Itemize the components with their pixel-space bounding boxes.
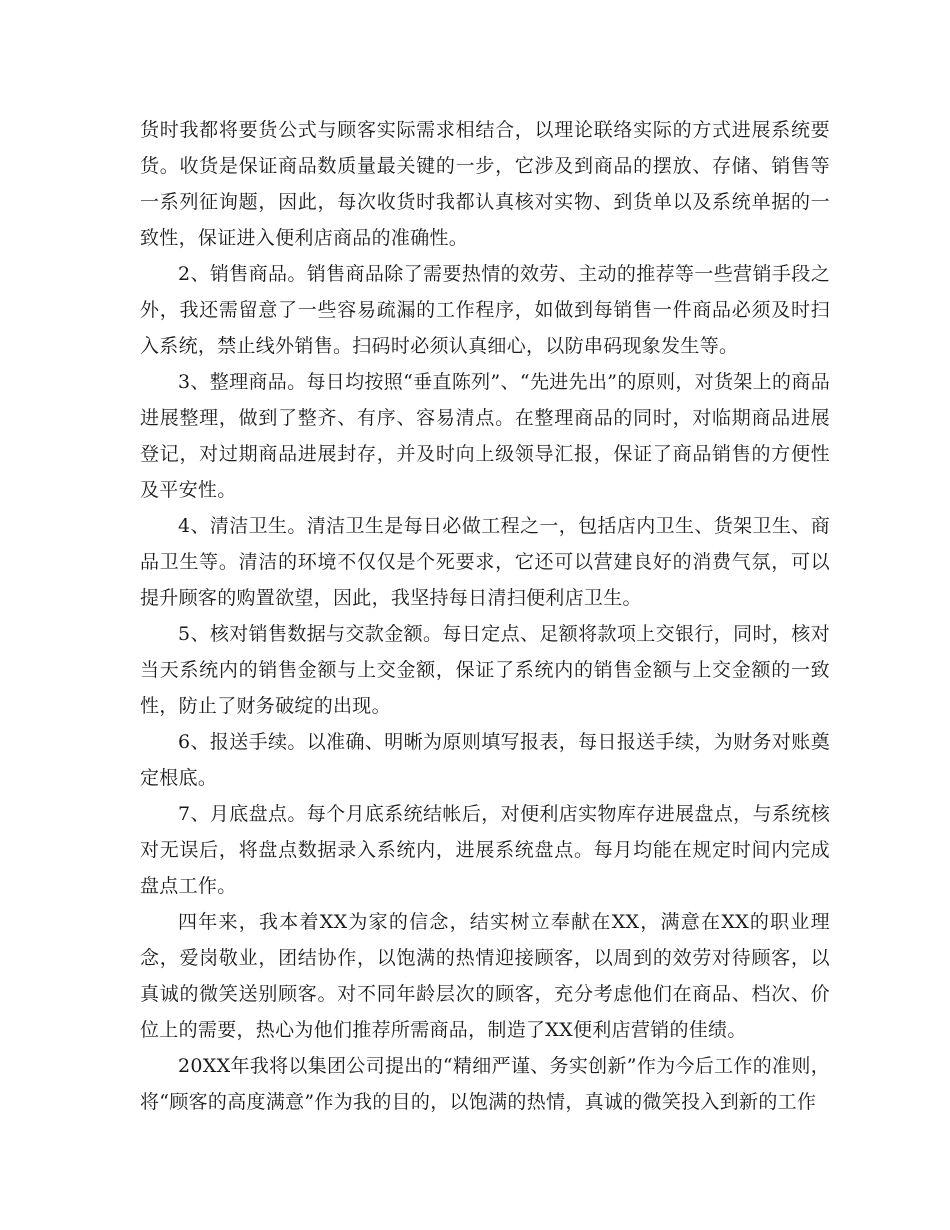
paragraph-next-year-plan: 20XX年我将以集团公司提出的“精细严谨、务实创新”作为今后工作的准则，将“顾客的高度满意”作为我的目的，以饱满的热情，真诚的微笑投入到新的工作: [140, 1055, 830, 1113]
paragraph-month-end-inventory: 7、月底盘点。每个月底系统结帐后，对便利店实物库存进展盘点，与系统核对无误后，将盘点数据录入系统内，进展系统盘点。每月均能在规定时间内完成盘点工作。: [140, 803, 830, 897]
paragraph-arranging-goods: 3、整理商品。每日均按照“垂直陈列”、“先进先出”的原则，对货架上的商品进展整理，做到了整齐、有序、容易清点。在整理商品的同时，对临期商品进展登记，对过期商品进展封存，并及时向上级领导汇报，保证了商品销售的方便性及平安性。: [140, 371, 830, 501]
paragraph-selling-goods: 2、销售商品。销售商品除了需要热情的效劳、主动的推荐等一些营销手段之外，我还需留意了一些容易疏漏的工作程序，如做到每销售一件商品必须及时扫入系统，禁止线外销售。扫码时必须认真细心，以防串码现象发生等。: [140, 263, 830, 357]
paragraph-reporting: 6、报送手续。以准确、明晰为原则填写报表，每日报送手续，为财务对账奠定根底。: [140, 731, 830, 789]
document-body: [140, 112, 830, 1120]
paragraph-cleaning: 4、清洁卫生。清洁卫生是每日必做工程之一，包括店内卫生、货架卫生、商品卫生等。清洁的环境不仅仅是个死要求，它还可以营建良好的消费气氛，可以提升顾客的购置欲望，因此，我坚持每日清扫便利店卫生。: [140, 515, 830, 609]
paragraph-four-years-summary: 四年来，我本着XX为家的信念，结实树立奉献在XX，满意在XX的职业理念，爱岗敬业，团结协作，以饱满的热情迎接顾客，以周到的效劳对待顾客，以真诚的微笑送别顾客。对不同年龄层次的顾客，充分考虑他们在商品、档次、价位上的需要，热心为他们推荐所需商品，制造了XX便利店营销的佳绩。: [140, 911, 830, 1041]
paragraph-receiving-goods: 货时我都将要货公式与顾客实际需求相结合，以理论联络实际的方式进展系统要货。收货是保证商品数质量最关键的一步，它涉及到商品的摆放、存储、销售等一系列征询题，因此，每次收货时我都认真核对实物、到货单以及系统单据的一致性，保证进入便利店商品的准确性。: [140, 119, 830, 249]
paragraph-sales-reconciliation: 5、核对销售数据与交款金额。每日定点、足额将款项上交银行，同时，核对当天系统内的销售金额与上交金额，保证了系统内的销售金额与上交金额的一致性，防止了财务破绽的出现。: [140, 623, 830, 717]
